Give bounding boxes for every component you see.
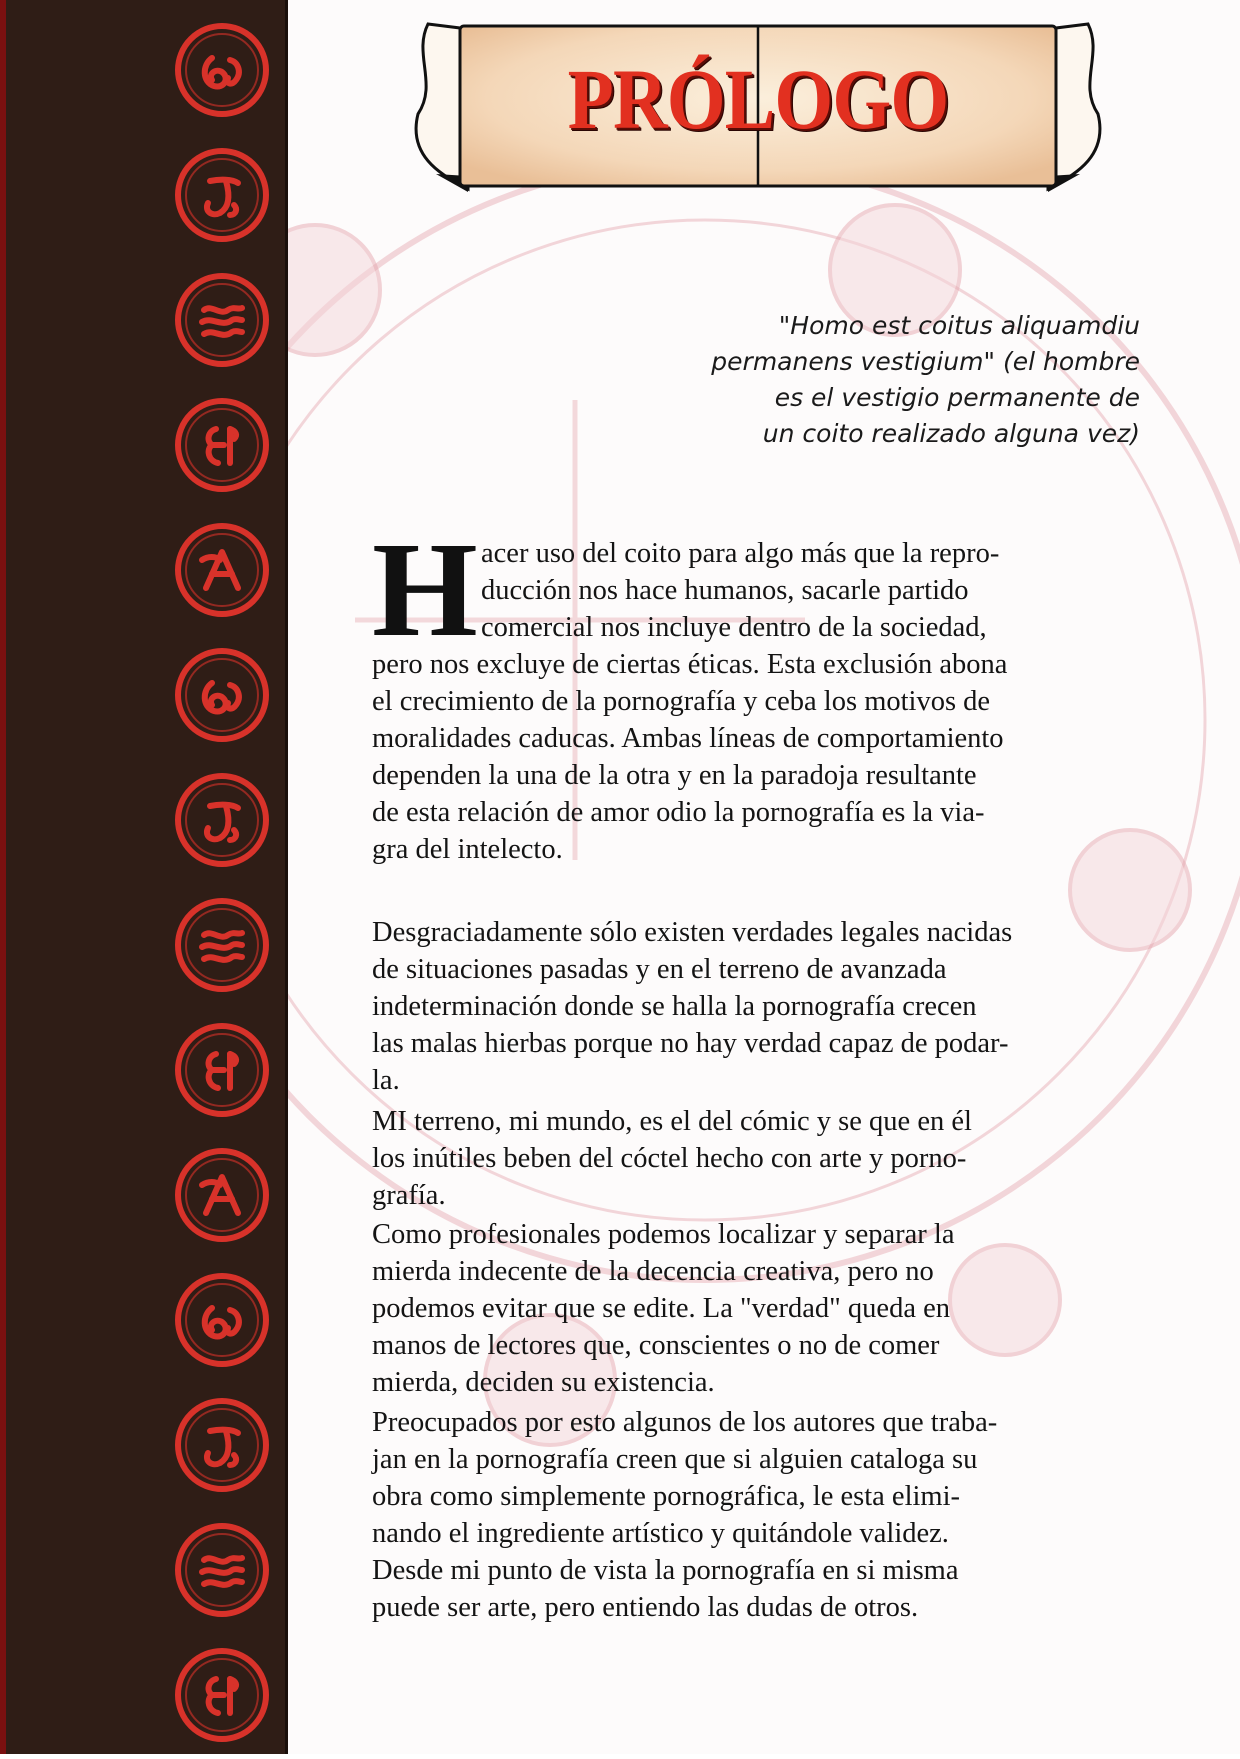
drop-cap: H xyxy=(372,515,478,665)
sigil-waves-icon xyxy=(172,895,272,995)
sigil-6-icon xyxy=(172,1270,272,1370)
text-line: moralidades caducas. Ambas líneas de comportamiento xyxy=(372,723,1004,754)
sigil-j-icon xyxy=(172,145,272,245)
sigil-6-icon xyxy=(172,645,272,745)
text-line: comercial nos incluye dentro de la sociedad, xyxy=(481,612,987,643)
paragraph-2 xyxy=(372,914,1132,1099)
text-line: de esta relación de amor odio la pornografía es la via- xyxy=(372,797,985,828)
text-line: jan en la pornografía creen que si alguien cataloga su xyxy=(372,1444,978,1475)
paragraph-1 xyxy=(372,535,1132,868)
epigraph-quote xyxy=(660,308,1140,452)
sigil-j-icon xyxy=(172,770,272,870)
text-line: nando el ingrediente artístico y quitándole validez. xyxy=(372,1518,949,1549)
title-banner xyxy=(408,14,1108,204)
text-line: grafía. xyxy=(372,1180,446,1211)
text-line: manos de lectores que, conscientes o no de comer xyxy=(372,1330,940,1361)
text-line: los inútiles beben del cóctel hecho con arte y porno- xyxy=(372,1143,967,1174)
text-line: Preocupados por esto algunos de los autores que traba- xyxy=(372,1407,998,1438)
page-title: PRÓLOGO xyxy=(567,51,949,147)
epigraph-line: "Homo est coitus aliquamdiu xyxy=(778,311,1140,340)
text-line: el crecimiento de la pornografía y ceba los motivos de xyxy=(372,686,991,717)
epigraph-line: permanens vestigium" (el hombre xyxy=(711,347,1140,376)
text-line: dependen la una de la otra y en la paradoja resultante xyxy=(372,760,977,791)
text-line: puede ser arte, pero entiendo las dudas de otros. xyxy=(372,1592,919,1623)
text-line: la. xyxy=(372,1065,400,1096)
epigraph-line: es el vestigio permanente de xyxy=(774,383,1140,412)
text-line: pero nos excluye de ciertas éticas. Esta exclusión abona xyxy=(372,649,1008,680)
text-line: mierda, deciden su existencia. xyxy=(372,1367,715,1398)
sigil-6-icon xyxy=(172,20,272,120)
text-line: podemos evitar que se edite. La "verdad" queda en xyxy=(372,1293,951,1324)
sigil-j-icon xyxy=(172,1395,272,1495)
sigil-fl-icon xyxy=(172,1020,272,1120)
text-line: Desgraciadamente sólo existen verdades legales nacidas xyxy=(372,917,1013,948)
sidebar-edge xyxy=(0,0,6,1754)
text-line: gra del intelecto. xyxy=(372,834,563,865)
text-line: las malas hierbas porque no hay verdad capaz de podar- xyxy=(372,1028,1009,1059)
text-line: ducción nos hace humanos, sacarle partido xyxy=(481,575,969,606)
sigil-fl-icon xyxy=(172,395,272,495)
text-line: indeterminación donde se halla la pornografía crecen xyxy=(372,991,977,1022)
text-line: mierda indecente de la decencia creativa, pero no xyxy=(372,1256,934,1287)
paragraph-4 xyxy=(372,1216,1132,1401)
text-line: Desde mi punto de vista la pornografía en si misma xyxy=(372,1555,959,1586)
text-line: MI terreno, mi mundo, es el del cómic y se que en él xyxy=(372,1106,972,1137)
text-line: Como profesionales podemos localizar y separar la xyxy=(372,1219,955,1250)
paragraph-3 xyxy=(372,1103,1132,1214)
paragraph-5 xyxy=(372,1404,1132,1626)
sigil-waves-icon xyxy=(172,1520,272,1620)
sigil-waves-icon xyxy=(172,270,272,370)
sigil-fl-icon xyxy=(172,1645,272,1745)
epigraph-line: un coito realizado alguna vez) xyxy=(762,419,1140,448)
text-line: acer uso del coito para algo más que la repro- xyxy=(481,538,1000,569)
sigil-a-icon xyxy=(172,520,272,620)
text-line: de situaciones pasadas y en el terreno de avanzada xyxy=(372,954,947,985)
sigil-a-icon xyxy=(172,1145,272,1245)
text-line: obra como simplemente pornográfica, le esta elimi- xyxy=(372,1481,960,1512)
